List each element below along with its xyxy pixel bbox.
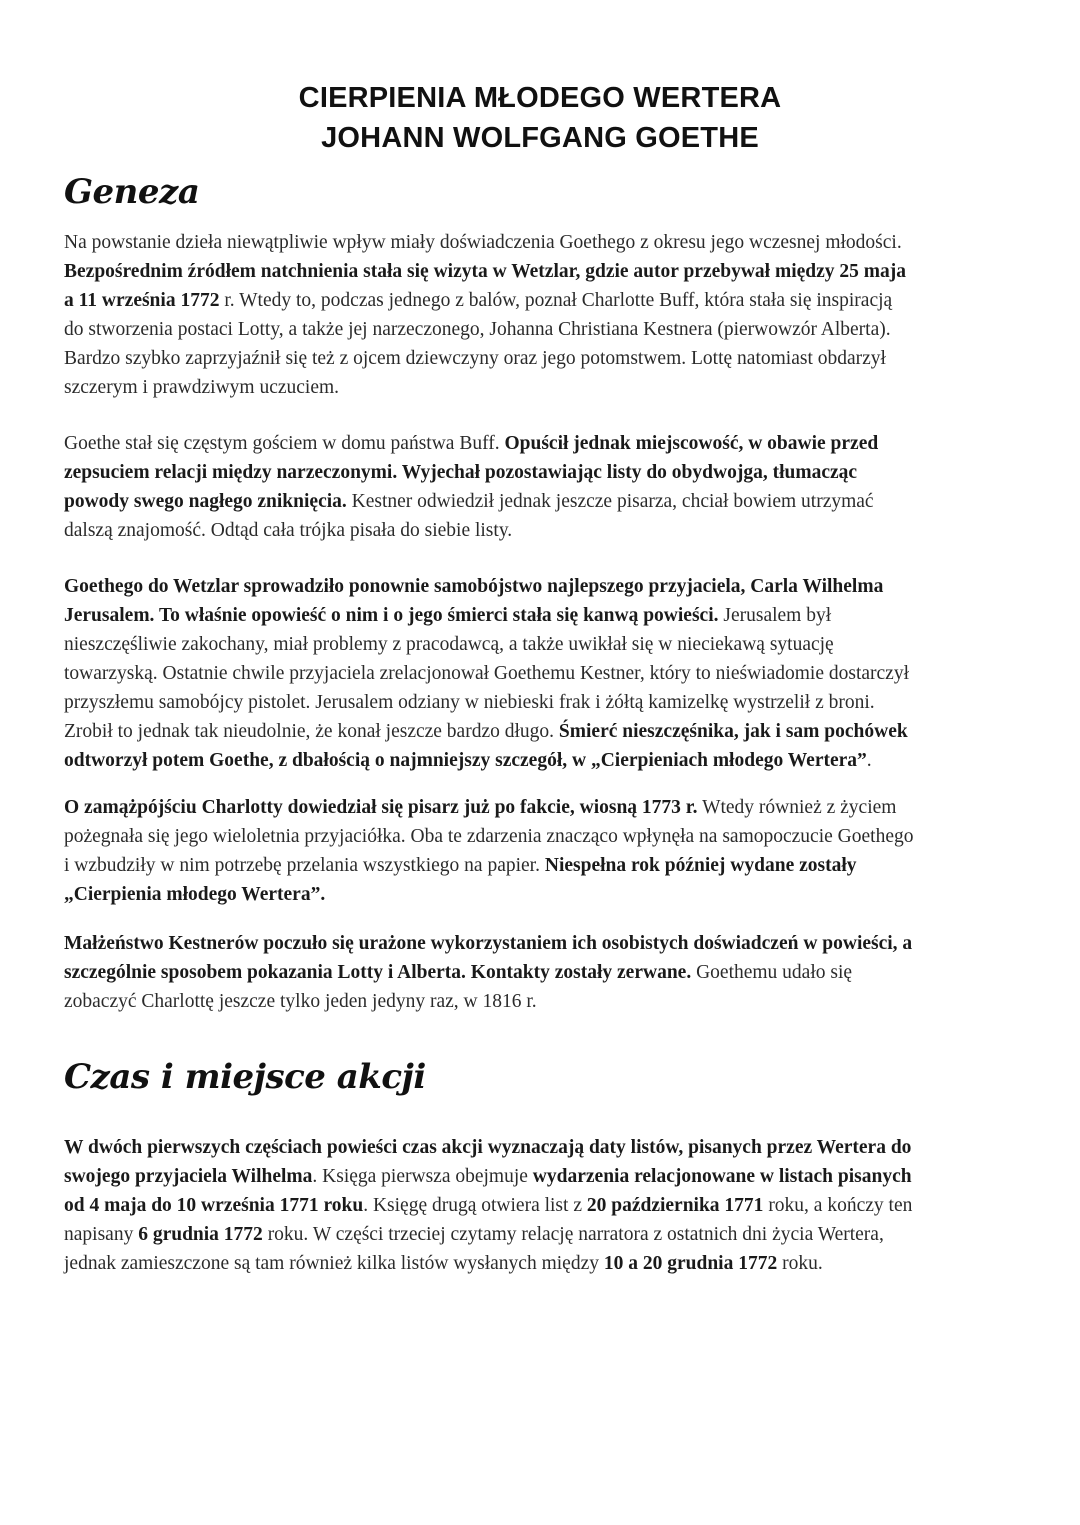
text-span: Jerusalem był bbox=[718, 605, 832, 626]
text-span: jednak zamieszczone są tam również kilka listów wysłanych między bbox=[64, 1253, 604, 1274]
text-line: towarzyską. Ostatnie chwile przyjaciela zrelacjonował Goethemu Kestner, który to nieświadomie dostarczył bbox=[64, 663, 909, 684]
text-line bbox=[64, 487, 1016, 516]
text-line bbox=[64, 1162, 1016, 1191]
text-line bbox=[64, 1191, 1016, 1220]
text-line bbox=[64, 1249, 1016, 1278]
bold-span: a 11 września 1772 bbox=[64, 290, 220, 311]
bold-span: szczególnie sposobem pokazania Lotty i Alberta. Kontakty zostały zerwane. bbox=[64, 962, 692, 983]
text-span: r. Wtedy to, podczas jednego z balów, poznał Charlotte Buff, która stała się inspiracją bbox=[219, 290, 893, 311]
text-line: do stworzenia postaci Lotty, a także jej narzeczonego, Johanna Christiana Kestnera (pierwowzór Alberta). bbox=[64, 319, 891, 340]
text-line: pożegnała się jego wieloletnia przyjaciółka. Oba te zdarzenia znacząco wpłynęła na samopoczucie Goethego bbox=[64, 826, 914, 847]
text-span: . bbox=[866, 750, 872, 771]
section-heading-czas-i-miejsce-akcji: Czas i miejsce akcji bbox=[64, 1057, 426, 1097]
text-span: Wtedy również z życiem bbox=[697, 797, 897, 818]
text-line: „Cierpienia młodego Wertera”. bbox=[64, 884, 326, 905]
text-line: nieszczęśliwie zakochany, miał problemy z pracodawcą, a także uwikłał się w nieciekawą sytuację bbox=[64, 634, 834, 655]
paragraph-6 bbox=[64, 1133, 1016, 1278]
bold-span: 10 a 20 grudnia 1772 bbox=[603, 1253, 778, 1274]
text-line: zobaczyć Charlottę jeszcze tylko jeden jedyny raz, w 1816 r. bbox=[64, 991, 537, 1012]
text-span: Zrobił to jednak tak nieudolnie, że konał jeszcze bardzo długo. bbox=[64, 721, 559, 742]
text-span: Goethemu udało się bbox=[691, 962, 853, 983]
text-span: i wzbudziły w nim potrzebę przelania wszystkiego na papier. bbox=[64, 855, 545, 876]
paragraph-5 bbox=[64, 929, 1016, 1016]
text-line: szczerym i prawdziwym uczuciem. bbox=[64, 377, 340, 398]
text-span: napisany bbox=[64, 1224, 139, 1245]
bold-span: Opuścił jednak miejscowość, w obawie przed bbox=[504, 433, 879, 454]
bold-span: 20 października 1771 bbox=[586, 1195, 764, 1216]
bold-span: odtworzył potem Goethe, z dbałością o najmniejszy szczegół, w „Cierpieniach młodego Wertera” bbox=[64, 750, 867, 771]
text-line: Na powstanie dzieła niewątpliwie wpływ miały doświadczenia Goethego z okresu jego wczesnej młodości. bbox=[64, 232, 902, 253]
text-line bbox=[64, 958, 1016, 987]
text-line bbox=[64, 746, 1016, 775]
text-line bbox=[64, 851, 1016, 880]
text-line: Bardzo szybko zaprzyjaźnił się też z ojcem dziewczyny oraz jego potomstwem. Lottę natomiast obdarzył bbox=[64, 348, 886, 369]
text-span: roku. bbox=[777, 1253, 823, 1274]
text-line: W dwóch pierwszych częściach powieści czas akcji wyznaczają daty listów, pisanych przez Wertera do bbox=[64, 1137, 912, 1158]
bold-span: swojego przyjaciela Wilhelma bbox=[64, 1166, 313, 1187]
text-line: dalszą znajomość. Odtąd cała trójka pisała do siebie listy. bbox=[64, 520, 513, 541]
bold-span: Niespełna rok później wydane zostały bbox=[544, 855, 857, 876]
text-span: Kestner odwiedził jednak jeszcze pisarza, chciał bowiem utrzymać bbox=[346, 491, 874, 512]
text-line: Bezpośrednim źródłem natchnienia stała się wizyta w Wetzlar, gdzie autor przebywał między 25 maja bbox=[64, 261, 907, 282]
text-line: zepsuciem relacji między narzeczonymi. Wyjechał pozostawiając listy do obydwojga, tłumacząc bbox=[64, 462, 858, 483]
bold-span: wydarzenia relacjonowane w listach pisanych bbox=[532, 1166, 912, 1187]
section-heading-geneza: Geneza bbox=[64, 172, 200, 212]
text-line: Goethego do Wetzlar sprowadziło ponownie samobójstwo najlepszego przyjaciela, Carla Wilhelma bbox=[64, 576, 884, 597]
document-title-line-1: CIERPIENIA MŁODEGO WERTERA bbox=[298, 82, 782, 114]
bold-span: Jerusalem. To właśnie opowieść o nim i o jego śmierci stała się kanwą powieści. bbox=[64, 605, 719, 626]
text-span: Goethe stał się częstym gościem w domu państwa Buff. bbox=[64, 433, 505, 454]
text-line: Małżeństwo Kestnerów poczuło się urażone wykorzystaniem ich osobistych doświadczeń w powieści, a bbox=[64, 933, 913, 954]
text-span: roku, a kończy ten bbox=[763, 1195, 913, 1216]
text-line bbox=[64, 717, 1016, 746]
bold-span: 6 grudnia 1772 bbox=[138, 1224, 263, 1245]
document-title-line-2: JOHANN WOLFGANG GOETHE bbox=[321, 122, 759, 154]
text-line: przyszłemu samobójcy pistolet. Jerusalem odziany w niebieski frak i żółtą kamizelkę wystrzelił z broni. bbox=[64, 692, 875, 713]
paragraph-1 bbox=[64, 228, 1016, 402]
text-span: roku. W części trzeciej czytamy relację narratora z ostatnich dni życia Wertera, bbox=[262, 1224, 884, 1245]
text-line bbox=[64, 793, 1016, 822]
text-span: . Księga pierwsza obejmuje bbox=[312, 1166, 533, 1187]
paragraph-4 bbox=[64, 793, 1016, 909]
text-line bbox=[64, 429, 1016, 458]
bold-span: powody swego nagłego zniknięcia. bbox=[64, 491, 347, 512]
text-line bbox=[64, 601, 1016, 630]
bold-span: Śmierć nieszczęśnika, jak i sam pochówek bbox=[558, 721, 908, 742]
text-line bbox=[64, 286, 1016, 315]
paragraph-2 bbox=[64, 429, 1016, 545]
text-span: . Księgę drugą otwiera list z bbox=[363, 1195, 587, 1216]
bold-span: od 4 maja do 10 września 1771 roku bbox=[64, 1195, 364, 1216]
bold-span: O zamążpójściu Charlotty dowiedział się pisarz już po fakcie, wiosną 1773 r. bbox=[64, 797, 698, 818]
text-line bbox=[64, 1220, 1016, 1249]
paragraph-3 bbox=[64, 572, 1016, 775]
